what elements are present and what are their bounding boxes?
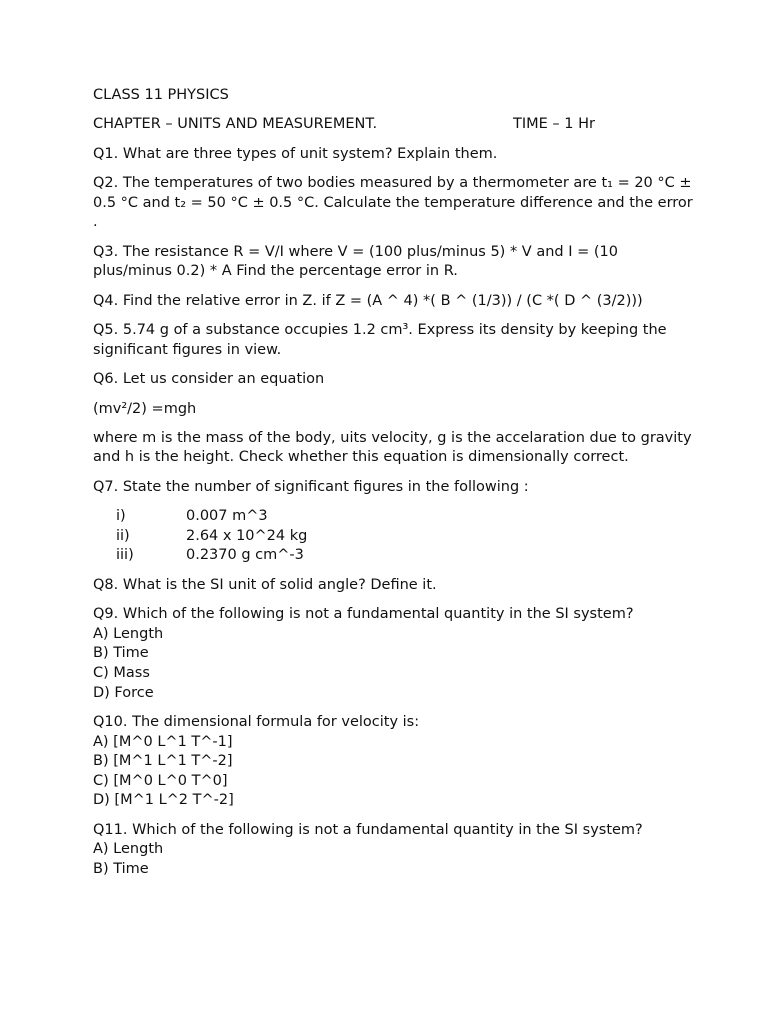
question-10: [93, 713, 693, 811]
option-a: A) Length: [93, 841, 164, 858]
question-2: Q2. The temperatures of two bodies measured by a thermometer are t₁ = 20 °C ± 0.5 °C and t₂ = 50 °C ± 0.5 °C. Calculate the temperature difference and the error .: [93, 175, 693, 231]
question-7: Q7. State the number of significant figures in the following :: [93, 478, 529, 495]
chapter-title: CHAPTER – UNITS AND MEASUREMENT.: [93, 116, 378, 133]
option-b: B) [M^1 L^1 T^-2]: [93, 753, 233, 770]
option-c: C) [M^0 L^0 T^0]: [93, 772, 228, 789]
list-item-number: iii): [116, 547, 134, 564]
question-11: [93, 821, 693, 880]
option-a: A) Length: [93, 625, 164, 642]
list-item-number: ii): [116, 527, 130, 544]
list-item-text: 0.2370 g cm^-3: [186, 547, 304, 564]
list-item: [93, 507, 693, 527]
list-item: [93, 527, 693, 547]
worksheet-page: [93, 86, 693, 889]
list-item-text: 0.007 m^3: [186, 508, 268, 525]
question-1: Q1. What are three types of unit system? Explain them.: [93, 145, 498, 162]
option-b: B) Time: [93, 860, 149, 877]
header-row: [93, 115, 693, 135]
class-title: CLASS 11 PHYSICS: [93, 87, 229, 103]
question-3: Q3. The resistance R = V/I where V = (100 plus/minus 5) * V and I = (10 plus/minus 0.2) * A Find the percentage error in R.: [93, 243, 618, 280]
option-b: B) Time: [93, 645, 149, 662]
option-d: D) Force: [93, 684, 154, 701]
list-item-number: i): [116, 508, 126, 525]
question-7-list: [93, 507, 693, 566]
option-c: C) Mass: [93, 665, 150, 682]
question-4: Q4. Find the relative error in Z. if Z = (A ^ 4) *( B ^ (1/3)) / (C *( D ^ (3/2))): [93, 292, 643, 309]
question-9-text: Q9. Which of the following is not a fundamental quantity in the SI system?: [93, 606, 634, 623]
question-8: Q8. What is the SI unit of solid angle? Define it.: [93, 576, 437, 593]
question-5: Q5. 5.74 g of a substance occupies 1.2 cm³. Express its density by keeping the significant figures in view.: [93, 322, 667, 358]
question-6-text: where m is the mass of the body, uits velocity, g is the accelaration due to gravity and h is the height. Check whether this equation is dimensionally correct.: [93, 429, 692, 466]
list-item: [93, 546, 693, 566]
question-6-equation: (mv²/2) =mgh: [93, 400, 197, 417]
question-11-text: Q11. Which of the following is not a fundamental quantity in the SI system?: [93, 821, 643, 838]
option-d: D) [M^1 L^2 T^-2]: [93, 792, 234, 809]
question-9: [93, 605, 693, 703]
question-10-text: Q10. The dimensional formula for velocity is:: [93, 714, 420, 730]
option-a: A) [M^0 L^1 T^-1]: [93, 733, 233, 750]
list-item-text: 2.64 x 10^24 kg: [186, 527, 308, 544]
question-6: Q6. Let us consider an equation: [93, 371, 325, 388]
time-label: TIME – 1 Hr: [513, 116, 595, 133]
